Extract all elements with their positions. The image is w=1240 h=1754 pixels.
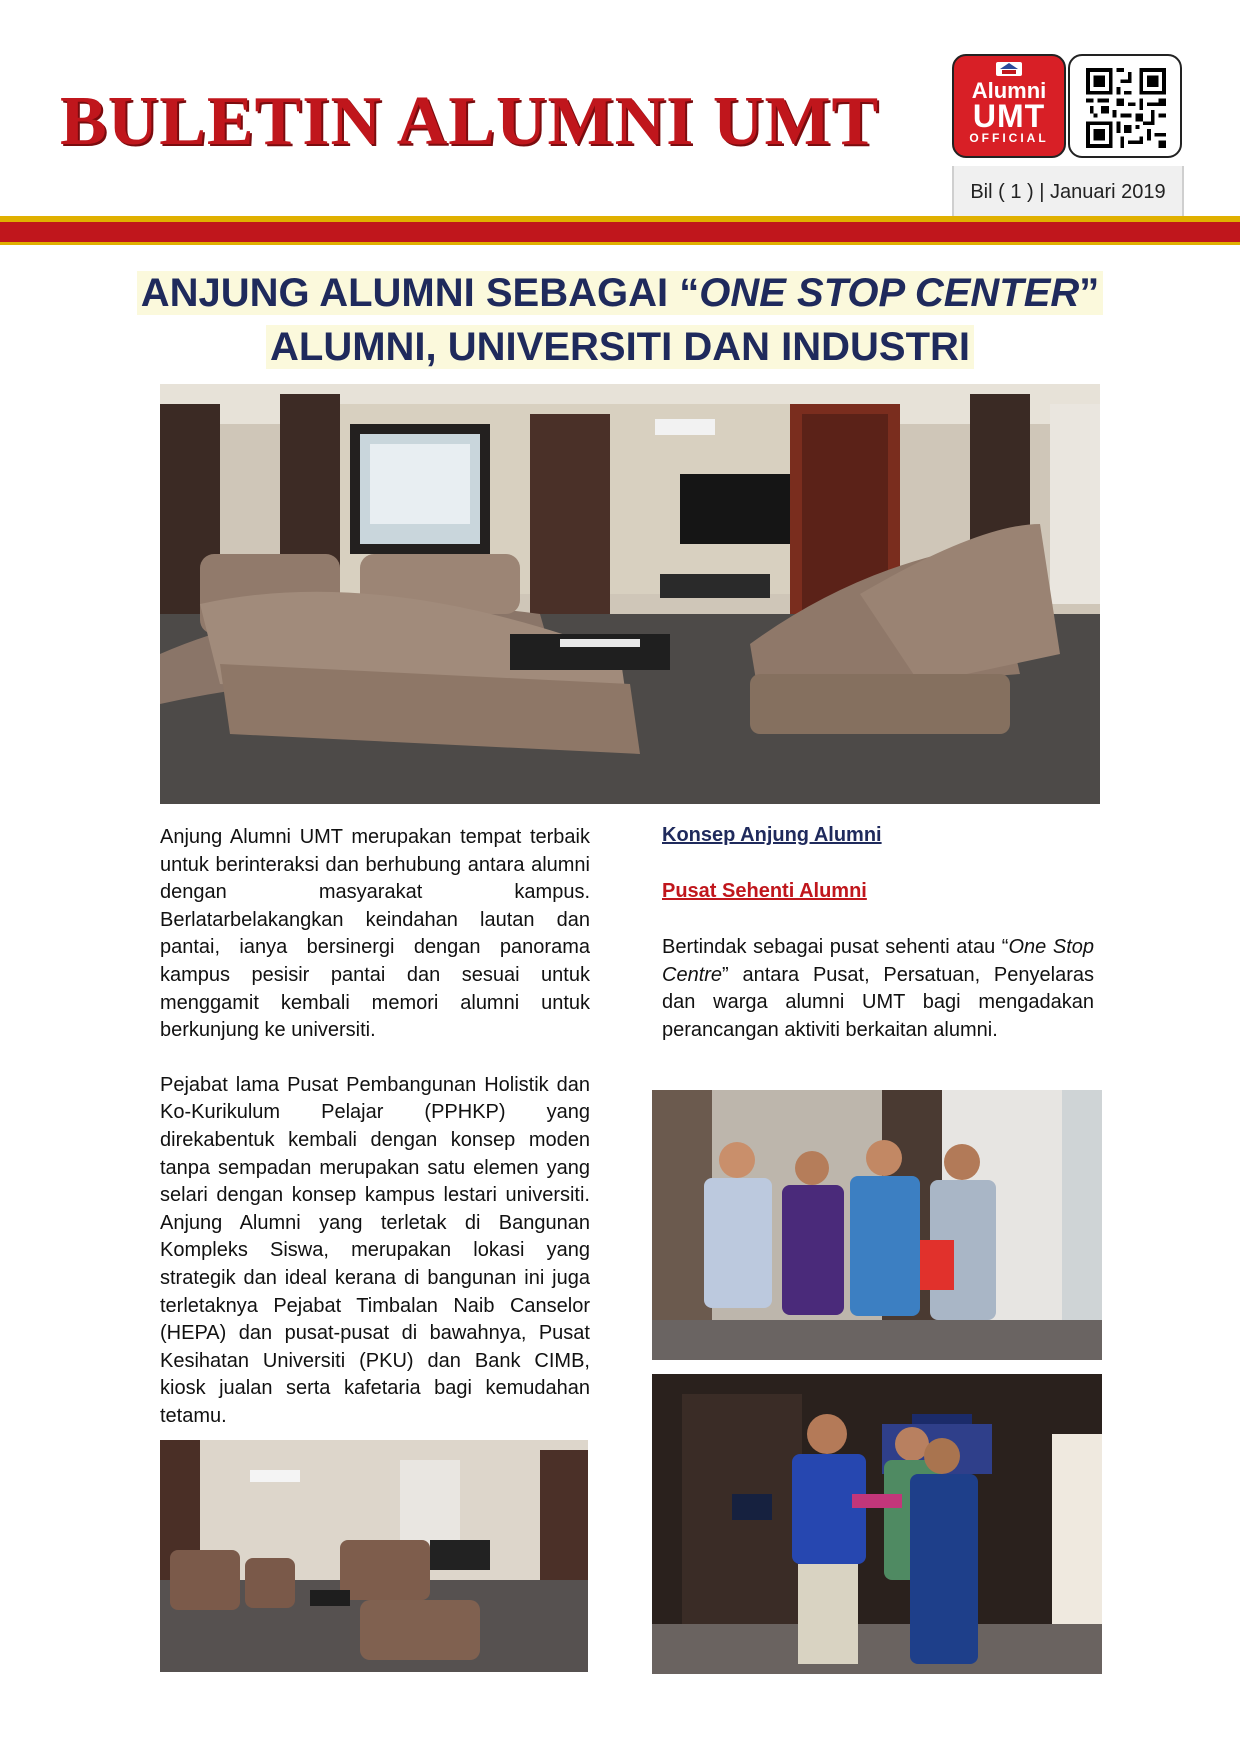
heading-pusat-sehenti-alumni: Pusat Sehenti Alumni	[662, 880, 867, 902]
photo-group-four	[652, 1090, 1102, 1360]
photo-lounge-main	[160, 384, 1100, 804]
logo-text-alumni: Alumni	[971, 78, 1047, 103]
article-headline	[60, 266, 1180, 374]
university-emblem-icon	[994, 60, 1024, 78]
paragraph-location: Pejabat lama Pusat Pembangunan Holistik dan Ko-Kurikulum Pelajar (PPHKP) yang direkabentuk kembali dengan konsep moden tanpa sempadan merupakan satu elemen yang selari dengan konsep kampus lestari universiti. Anjung Alumni yang terletak di Bangunan Kompleks Siswa, merupakan lokasi yang strategik dan ideal kerana di bangunan ini juga terletaknya Pejabat Timbalan Naib Canselor (HEPA) dan pusat-pusat di bawahnya, Pusat Kesihatan Universiti (PKU) dan Bank CIMB, kiosk jualan serta kafetaria bagi kemudahan tetamu.	[160, 1073, 590, 1427]
headline-line1: ANJUNG ALUMNI SEBAGAI “ONE STOP CENTER”	[137, 271, 1104, 315]
logo-text-official: OFFICIAL	[969, 131, 1049, 145]
left-column	[160, 824, 590, 1457]
logo-text-umt: UMT	[972, 98, 1046, 134]
header-band-red	[0, 222, 1240, 245]
paragraph-intro: Anjung Alumni UMT merupakan tempat terbaik untuk berinteraksi dan berhubung antara alumni dengan masyarakat kampus. Berlatarbelakangkan keindahan lautan dan pantai, ianya bersinergi dengan panorama kampus pesisir pantai dan sesuai untuk menggamit kembali memori alumni untuk berkunjung ke universiti.	[160, 826, 590, 1042]
qr-code-icon	[1086, 68, 1166, 148]
issue-label: Bil ( 1 ) | Januari 2019	[952, 166, 1184, 218]
photo-lounge-secondary	[160, 1440, 588, 1672]
heading-konsep-anjung-alumni: Konsep Anjung Alumni	[662, 824, 882, 846]
photo-group-three	[652, 1374, 1102, 1674]
qr-code[interactable]	[1068, 54, 1182, 158]
alumni-umt-logo	[952, 54, 1066, 158]
headline-line2: ALUMNI, UNIVERSITI DAN INDUSTRI	[266, 325, 974, 369]
paragraph-one-stop-centre: Bertindak sebagai pusat sehenti atau “One Stop Centre” antara Pusat, Persatuan, Penyelaras dan warga alumni UMT bagi mengadakan perancangan aktiviti berkaitan alumni.	[662, 936, 1094, 1041]
masthead-title: BULETIN ALUMNI UMT	[60, 83, 880, 160]
